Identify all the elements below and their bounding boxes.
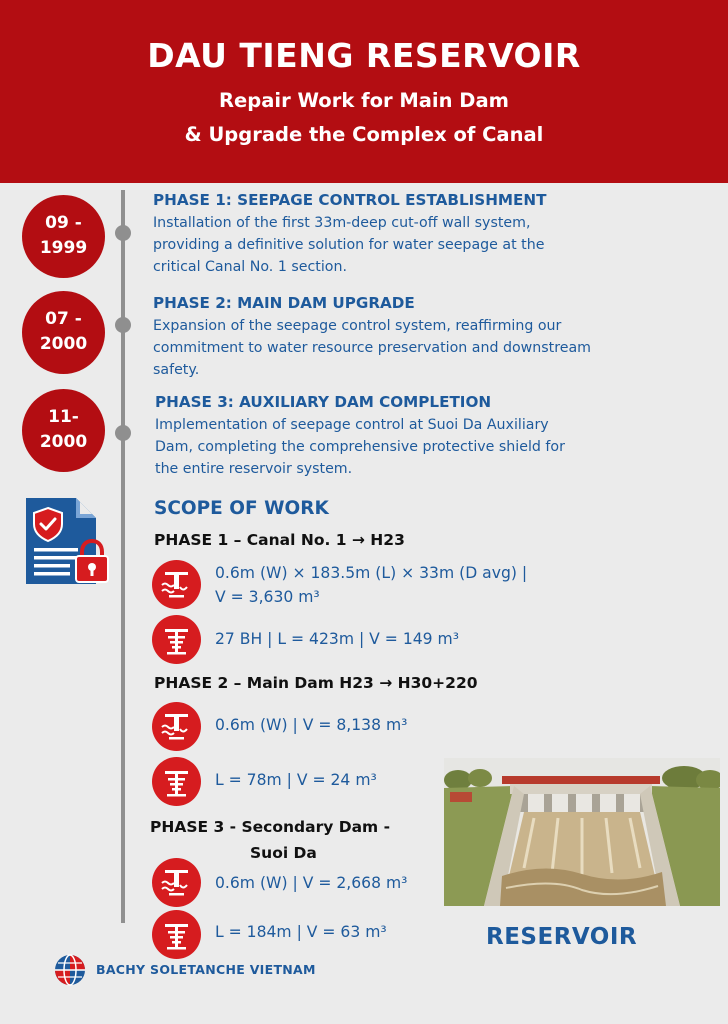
date-year: 2000	[39, 334, 88, 354]
date-badge-phase-1	[22, 195, 105, 278]
reservoir-caption: RESERVOIR	[486, 924, 638, 950]
desc-line: Implementation of seepage control at Suoi Da Auxiliary	[155, 417, 549, 433]
reservoir-photo	[444, 758, 720, 906]
borehole-icon	[152, 757, 201, 806]
date-month: 09 -	[45, 213, 82, 233]
desc-line: Expansion of the seepage control system, reaffirming our	[153, 318, 562, 334]
brand-name: BACHY SOLETANCHE VIETNAM	[96, 962, 316, 977]
scope-phase-1-bore-metric: 27 BH | L = 423m | V = 149 m³	[215, 630, 459, 648]
page-subtitle-line2: & Upgrade the Complex of Canal	[184, 123, 544, 146]
scope-phase-2-wall-metric: 0.6m (W) | V = 8,138 m³	[215, 716, 408, 734]
scope-phase-2-title: PHASE 2 – Main Dam H23 → H30+220	[154, 674, 478, 692]
scope-phase-3-wall-metric: 0.6m (W) | V = 2,668 m³	[215, 874, 408, 892]
scope-phase-1-title: PHASE 1 – Canal No. 1 → H23	[154, 531, 405, 549]
cutoff-wall-icon	[152, 560, 201, 609]
date-month: 07 -	[45, 309, 82, 329]
desc-line: the entire reservoir system.	[155, 461, 353, 477]
desc-line: critical Canal No. 1 section.	[153, 259, 347, 275]
header-banner	[0, 0, 728, 183]
timeline-line	[121, 190, 125, 923]
date-year: 2000	[39, 432, 88, 452]
phase-1-description	[153, 212, 687, 278]
scope-phase-3-title-line1: PHASE 3 - Secondary Dam -	[150, 818, 391, 836]
scope-phase-3-title-line2: Suoi Da	[250, 844, 317, 862]
phase-3-description	[155, 414, 695, 480]
timeline-dot	[115, 225, 131, 241]
phase-2-title: PHASE 2: MAIN DAM UPGRADE	[153, 294, 415, 312]
date-month: 11-	[48, 407, 79, 427]
borehole-icon	[152, 615, 201, 664]
document-shield-lock-icon	[24, 496, 114, 586]
borehole-icon	[152, 910, 201, 959]
metric-line: 0.6m (W) × 183.5m (L) × 33m (D avg) |	[215, 564, 528, 582]
desc-line: safety.	[153, 362, 200, 378]
metric-line: V = 3,630 m³	[215, 588, 320, 606]
desc-line: Dam, completing the comprehensive protective shield for	[155, 439, 565, 455]
desc-line: commitment to water resource preservation and downstream	[153, 340, 591, 356]
scope-phase-1-wall-metric	[215, 561, 527, 609]
timeline-dot	[115, 317, 131, 333]
cutoff-wall-icon	[152, 702, 201, 751]
page-subtitle-line1: Repair Work for Main Dam	[219, 89, 509, 112]
date-badge-phase-3	[22, 389, 105, 472]
desc-line: Installation of the first 33m-deep cut-off wall system,	[153, 215, 531, 231]
desc-line: providing a definitive solution for water seepage at the	[153, 237, 545, 253]
cutoff-wall-icon	[152, 858, 201, 907]
scope-phase-2-bore-metric: L = 78m | V = 24 m³	[215, 771, 377, 789]
timeline-dot	[115, 425, 131, 441]
phase-3-title: PHASE 3: AUXILIARY DAM COMPLETION	[155, 393, 492, 411]
date-year: 1999	[39, 238, 88, 258]
phase-1-title: PHASE 1: SEEPAGE CONTROL ESTABLISHMENT	[153, 191, 547, 209]
page-title: DAU TIENG RESERVOIR	[147, 36, 581, 75]
date-badge-phase-2	[22, 291, 105, 374]
scope-phase-3-bore-metric: L = 184m | V = 63 m³	[215, 923, 387, 941]
phase-2-description	[153, 315, 713, 381]
globe-logo-icon	[54, 954, 86, 986]
scope-title: SCOPE OF WORK	[154, 498, 329, 519]
